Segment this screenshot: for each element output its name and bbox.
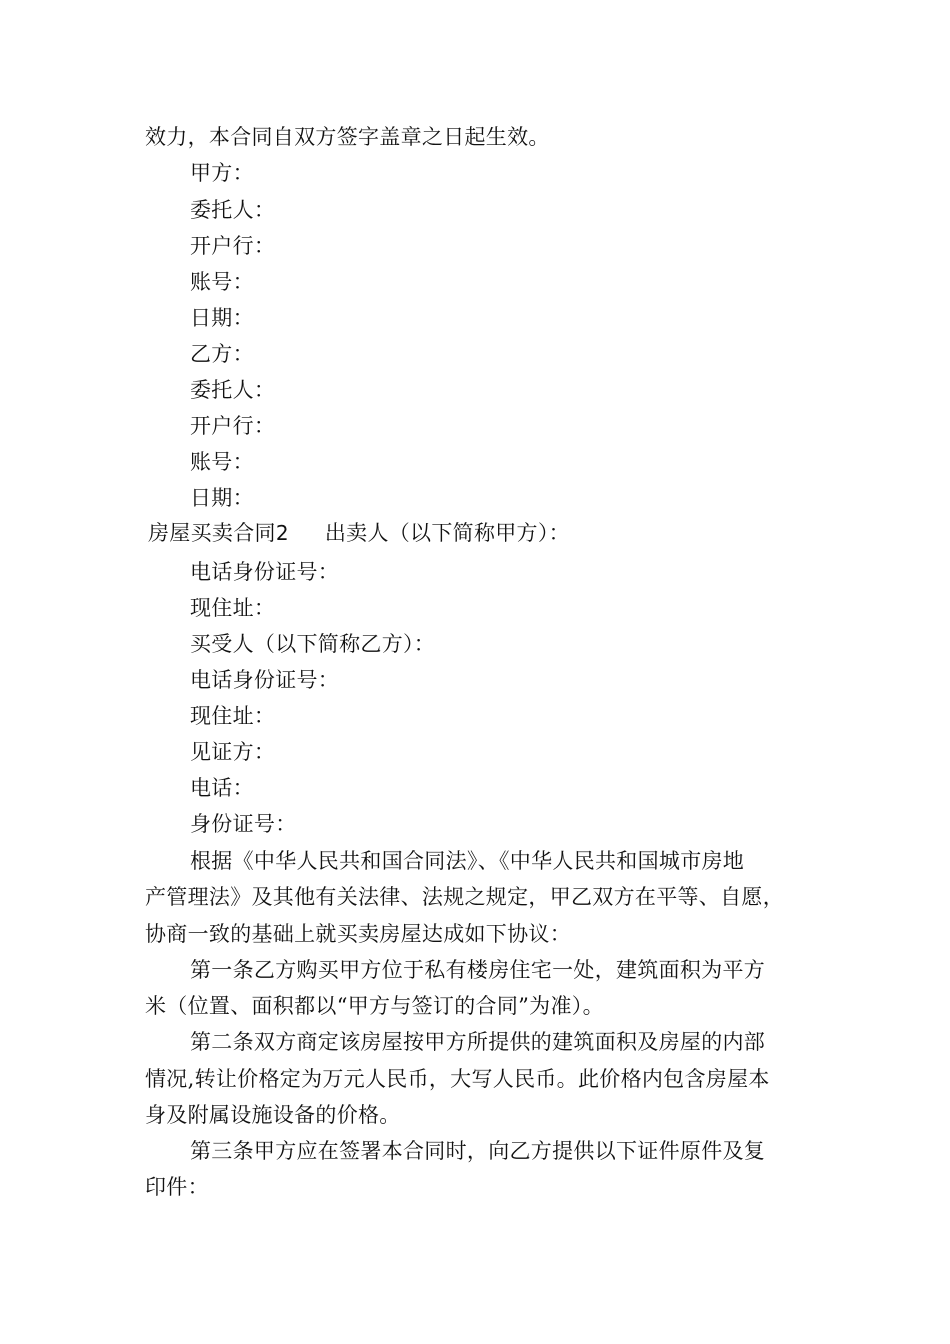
paragraph-line: 根据《中华人民共和国合同法》、《中华人民共和国城市房地 [190, 849, 745, 873]
party-b-account-label: 账号： [190, 450, 254, 474]
buyer-phone-id-label: 电话身份证号： [190, 668, 340, 692]
party-b-label: 乙方： [190, 342, 254, 366]
paragraph-line: 第二条双方商定该房屋按甲方所提供的建筑面积及房屋的内部 [190, 1030, 766, 1054]
seller-address-label: 现住址： [190, 596, 276, 620]
paragraph-line: 第一条乙方购买甲方位于私有楼房住宅一处，建筑面积为平方 [190, 958, 766, 982]
party-a-agent-label: 委托人： [190, 198, 276, 222]
seller-label: 出卖人（以下简称甲方）： [324, 521, 570, 545]
paragraph-line: 情况,转让价格定为万元人民币，大写人民币。此价格内包含房屋本 [145, 1067, 770, 1091]
witness-label: 见证方： [190, 740, 276, 764]
party-a-label: 甲方： [190, 161, 254, 185]
witness-id-label: 身份证号： [190, 812, 297, 836]
paragraph-line: 印件： [145, 1175, 209, 1199]
contract-heading [148, 519, 570, 547]
party-b-bank-label: 开户行： [190, 414, 276, 438]
paragraph-line: 产管理法》及其他有关法律、法规之规定，甲乙双方在平等、自愿， [145, 885, 784, 909]
contract-title: 房屋买卖合同 [148, 521, 276, 545]
buyer-address-label: 现住址： [190, 704, 276, 728]
paragraph-line: 第三条甲方应在签署本合同时，向乙方提供以下证件原件及复 [190, 1139, 766, 1163]
seller-phone-id-label: 电话身份证号： [190, 560, 340, 584]
paragraph-line: 效力，本合同自双方签字盖章之日起生效。 [145, 125, 550, 149]
paragraph-line: 身及附属设施设备的价格。 [145, 1103, 401, 1127]
party-b-date-label: 日期： [190, 486, 254, 510]
witness-phone-label: 电话： [190, 776, 254, 800]
contract-number: 2 [275, 521, 289, 545]
party-a-account-label: 账号： [190, 270, 254, 294]
paragraph-line: 米（位置、面积都以“甲方与签订的合同”为准）。 [145, 994, 604, 1018]
paragraph-line: 协商一致的基础上就买卖房屋达成如下协议： [145, 922, 571, 946]
party-a-date-label: 日期： [190, 306, 254, 330]
party-b-agent-label: 委托人： [190, 378, 276, 402]
buyer-label: 买受人（以下简称乙方）： [190, 632, 436, 656]
party-a-bank-label: 开户行： [190, 234, 276, 258]
